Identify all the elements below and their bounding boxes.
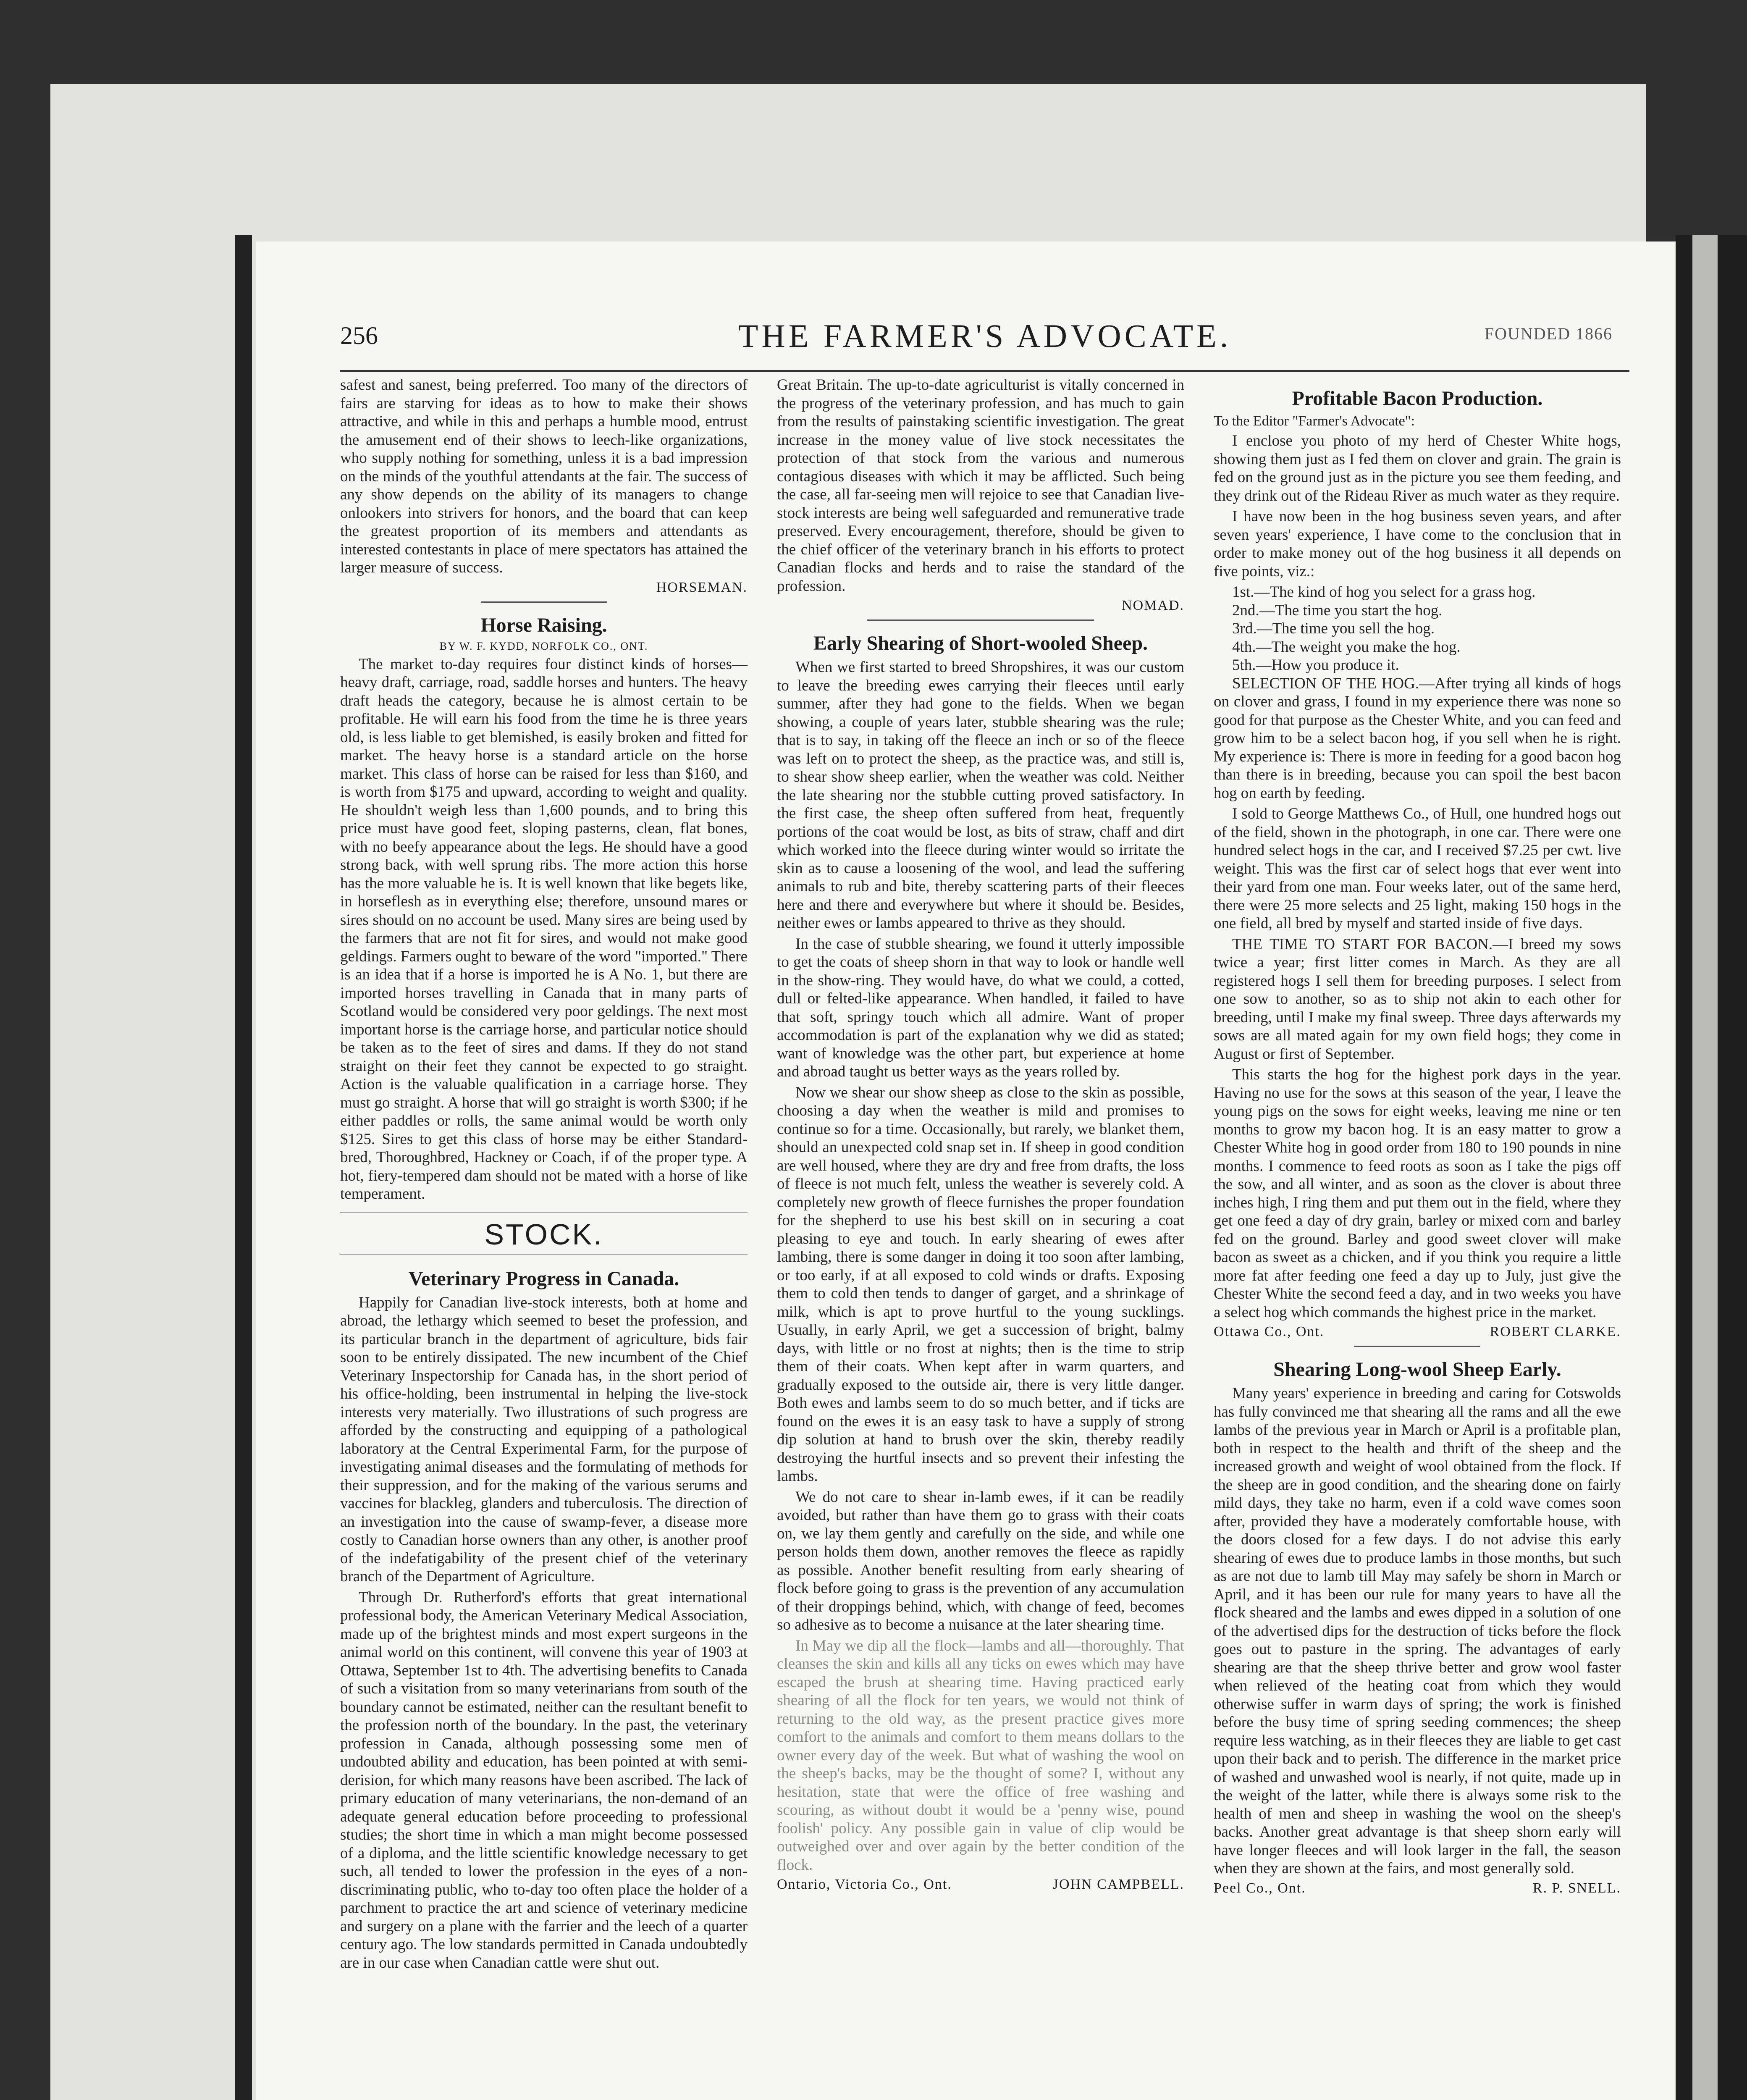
- signature-location: Ottawa Co., Ont.: [1214, 1324, 1325, 1339]
- article-heading: Shearing Long-wool Sheep Early.: [1273, 1358, 1561, 1381]
- article-signature: [777, 1877, 1184, 1893]
- list-item: 1st.—The kind of hog you select for a grass hog.: [1232, 583, 1536, 601]
- article-paragraph: Many years' experience in breeding and caring for Cotswolds has fully convinced me that shearing all the rams and all the ewe lambs of the previous year in March or April is a profitable plan, both in respect to the health and thrift of the sheep and the increased growth and weight of wool obtained from the flock. If the sheep are in good condition, and the shearing done on fairly mild days, they take no harm, even if a cold wave comes soon after, provided they have a moderately comfortable house, with the doors closed for a few days. I do not advise this early shearing of ewes due to produce lambs in those months, but such as are not due to lamb till May may safely be shorn in March or April, and it has been our rule for many years to have all the flock sheared and the lambs and ewes dipped in a solution of one of the advertised dips for the destruction of ticks before the flock goes out to pasture in the spring. The advantages of early shearing are that the sheep thrive better and grow wool faster when relieved of the heating coat from which they would otherwise suffer in warm days of spring; the work is finished before the busy time of spring seeding commences; the sheep require less watching, as in their fleeces they are liable to get cast upon their back and to perish. The difference in the market price of washed and unwashed wool is nearly, if not quite, made up in the weight of the latter, while there is always some risk to the health of men and sheep in washing the wool on the sheep's backs. Another great advantage is that sheep shorn early will have longer fleeces and will look larger in the fall, the season when they are shown at the fairs, and most generally sold.: [1214, 1385, 1621, 1877]
- column-2: [777, 376, 1184, 1974]
- page-number: 256: [340, 322, 378, 349]
- adjacent-page-edge: [1692, 235, 1718, 2100]
- article-paragraph: In the case of stubble shearing, we found it utterly impossible to get the coats of sheep shorn in that way to look or handle well in the show-ring. They would have, do what we could, a cotted, dull or felted-like appearance. When handled, it failed to have that soft, springy touch which all admire. Want of proper accommodation is part of the explanation why we did as stated; want of knowledge was the other part, but experience at home and abroad taught us better ways as the years rolled by.: [777, 935, 1184, 1080]
- article-byline: BY W. F. KYDD, NORFOLK CO., ONT.: [439, 640, 648, 652]
- divider: [481, 601, 607, 603]
- article-paragraph: This starts the hog for the highest pork days in the year. Having no use for the sows at this season of the year, I leave the young pigs on the sows for eight weeks, leaving me nine or ten months to grow my bacon hog. It is an easy matter to grow a Chester White hog in good order from 180 to 190 pounds in nine months. I commence to feed roots as soon as I take the pigs off the sow, and all winter, and as soon as the clover is about three inches high, I ring them and put them out in the field, where they get one feed a day of dry grain, barley or mixed corn and barley fed on the ground. Barley and good sweet clover will make bacon as sweet as a chicken, and if you think you require a little more fat after feeding one feed a day up to July, just give the Chester White the second feed a day, and in two weeks you have a select hog which commands the highest price in the market.: [1214, 1066, 1621, 1321]
- list-item: 4th.—The weight you make the hog.: [1232, 638, 1461, 656]
- divider: [1354, 1346, 1480, 1347]
- paper-title: THE FARMER'S ADVOCATE.: [738, 318, 1232, 354]
- continued-article-text: Great Britain. The up-to-date agriculturist is vitally concerned in the progress of the veterinary profession, and has much to gain from the results of painstaking scientific investigation. The great increase in the money value of live stock necessitates the protection of that stock from the various and numerous contagious diseases with which it may be afflicted. Such being the case, all far-seeing men will rejoice to see that Canadian live-stock interests are being well safeguarded and remunerative trade preserved. Every encouragement, therefore, should be given to the chief officer of the veterinary branch in his efforts to protect Canadian flocks and herds and to raise the standard of the profession.: [777, 376, 1184, 595]
- article-signature: HORSEMAN.: [656, 579, 748, 595]
- masthead: [340, 304, 1629, 372]
- article-signature: [1214, 1880, 1621, 1896]
- section-header: [340, 1213, 748, 1256]
- list-item: 2nd.—The time you start the hog.: [1232, 601, 1443, 619]
- article-paragraph: In May we dip all the flock—lambs and all—thoroughly. That cleanses the skin and kills all any ticks on ewes which may have escaped the brush at shearing time. Having practiced early shearing of all the flock for ten years, we would not think of returning to the old way, as the present practice gives more comfort to the animals and comfort to them means dollars to the owner every day of the week. But what of washing the wool on the sheep's backs, may be the thought of some? I, without any hesitation, state that were the office of free washing and scouring, as without doubt it would be a 'penny wise, pound foolish' policy. Any possible gain in value of clip would be outweighed over and over again by the better condition of the flock.: [777, 1637, 1184, 1874]
- column-1: [340, 376, 748, 1974]
- list-item: 3rd.—The time you sell the hog.: [1232, 620, 1435, 637]
- article-paragraph: I have now been in the hog business seven years, and after seven years' experience, I have come to the conclusion that in order to make money out of the hog business it all depends on five points, viz.:: [1214, 508, 1621, 580]
- article-paragraph: I sold to George Matthews Co., of Hull, one hundred hogs out of the field, shown in the photograph, in one car. There were one hundred select hogs in the car, and I received $7.25 per cwt. live weight. This was the first car of select hogs that ever went into their yard from one man. Four weeks later, out of the same herd, there were 25 more selects and 25 light, making 150 hogs in the one field, all bred by myself and started inside of five days.: [1214, 805, 1621, 932]
- article-heading: Early Shearing of Short-wooled Sheep.: [813, 632, 1148, 654]
- article-paragraph: Happily for Canadian live-stock interests, both at home and abroad, the lethargy which seemed to beset the profession, and its particular branch in the department of agriculture, bids fair soon to be entirely dissipated. The new incumbent of the Chief Veterinary Inspectorship for Canada has, in the short period of his office-holding, been instrumental in helping the live-stock interests very materially. Two illustrations of such progress are afforded by the constructing and equipping of a pathological laboratory at the Central Experimental Farm, for the purpose of investigating animal diseases and the formulating of methods for their suppression, and for the making of the various serums and vaccines for blackleg, glanders and tuberculosis. The direction of an investigation into the cause of swamp-fever, a disease more costly to Canadian horse owners than any other, is another proof of the indefatigability of the present chief of the veterinary branch of the Department of Agriculture.: [340, 1294, 748, 1585]
- page-edge-shadow: [235, 235, 252, 2100]
- column-3: [1214, 376, 1621, 1974]
- letter-salutation: To the Editor "Farmer's Advocate":: [1214, 413, 1415, 429]
- article-paragraph: Now we shear our show sheep as close to the skin as possible, choosing a day when the weather is mild and promises to continue so for a time. Occasionally, but rarely, we blanket them, should an unexpected cold snap set in. If sheep in good condition are well housed, where they are dry and free from drafts, the loss of fleece is not much felt, unless the weather is severely cold. A completely new growth of fleece furnishes the proper foundation for the shepherd to use his best skill on in securing a coat pleasing to eye and touch. In early shearing of ewes after lambing, there is some danger in doing it too soon after lambing, or too early, if at all exposed to cold winds or drafts. Exposing them to cold then tends to danger of garget, and a shrinkage of milk, which is apt to prove hurtful to the young sucklings. Usually, in early April, we get a succession of bright, balmy days, with little or no frost at nights; then is the time to strip them of their coats. When kept after in warm quarters, and gradually exposed to the outside air, there is very little danger. Both ewes and lambs seem to do so much better, and if ticks are found on the ewes it is an easy task to have a supply of strong dip solution at hand to brush over the skin, thereby readily destroying the hurtful insects and so prevent their infesting the lambs.: [777, 1084, 1184, 1485]
- article-heading: Veterinary Progress in Canada.: [408, 1267, 679, 1290]
- newspaper-page: [256, 242, 1676, 2100]
- article-heading: Profitable Bacon Production.: [1292, 387, 1543, 410]
- signature-name: R. P. SNELL.: [1532, 1880, 1621, 1896]
- article-heading: Horse Raising.: [480, 614, 607, 636]
- continued-article-text: safest and sanest, being preferred. Too many of the directors of fairs are starving for ideas as to how to make their shows attractive, and while in this and perhaps a humble mood, entrust the amusement end of their shows to leech-like organizations, who supply nothing for something, unless it is a bad impression on the minds of the youthful attendants at the fair. The success of any show depends on the ability of its managers to change onlookers into strivers for honors, and the board that can keep the greatest proportion of its members and attendants as interested contestants in place of mere spectators has attained the larger measure of success.: [340, 376, 748, 576]
- founded-note: FOUNDED 1866: [1484, 324, 1613, 343]
- article-signature: NOMAD.: [1122, 598, 1184, 613]
- article-paragraph: We do not care to shear in-lamb ewes, if it can be readily avoided, but rather than have them go to grass with their coats on, we lay them gently and carefully on the side, and while one person holds them down, another removes the fleece as rapidly as possible. Another benefit resulting from early shearing of flock before going to grass is the prevention of any accumulation of their droppings behind, which, with change of feed, becomes so adhesive as to become a nuisance at the later shearing time.: [777, 1488, 1184, 1633]
- article-paragraph: When we first started to breed Shropshires, it was our custom to leave the breeding ewes carrying their fleeces until early summer, after they had gone to the fields. When we began showing, a couple of years later, stubble shearing was the rule; that is to say, in taking off the fleece an inch or so of the fleece was left on to protect the sheep, as the practice was, and still is, to shear show sheep earlier, when the weather was cold. Neither the late shearing nor the stubble cutting proved satisfactory. In the first case, the sheep often suffered from heat, frequently portions of the coat would be lost, as bits of straw, chaff and dirt which worked into the fleece during winter would so irritate the skin as to cause a loosening of the wool, and lead the suffering animals to rub and bite, thereby scattering parts of their fleeces here and there and everywhere but where it should be. Besides, neither ewes or lambs appeared to thrive as they should.: [777, 659, 1184, 932]
- section-title: STOCK.: [484, 1218, 603, 1251]
- signature-location: Ontario, Victoria Co., Ont.: [777, 1877, 952, 1892]
- article-columns: [340, 376, 1629, 1974]
- adjacent-page-strip: [1676, 235, 1747, 2100]
- article-paragraph: Through Dr. Rutherford's efforts that great international professional body, the American Veterinary Medical Association, made up of the brightest minds and most expert surgeons in the animal world on this continent, will convene this year of 1903 at Ottawa, September 1st to 4th. The advertising benefits to Canada of such a visitation from so many veterinarians from south of the boundary cannot be estimated, neither can the resultant benefit to the profession north of the boundary. In the past, the veterinary profession in Canada, although possessing some men of undoubted ability and education, has been pointed at with semi-derision, for which many reasons have been ascribed. The lack of primary education of many veterinarians, the non-demand of an adequate general education before proceeding to professional studies; the short time in which a man might become possessed of a diploma, and the little scientific knowledge necessary to get such, all tended to lower the profession in the eyes of a non-discriminating public, who to-day too often place the holder of a parchment to practice the art and science of veterinary medicine and surgery on a plane with the farrier and the leech of a quarter century ago. The low standards permitted in Canada undoubtedly are in our case when Canadian cattle were shut out.: [340, 1588, 748, 1971]
- article-signature: [1214, 1324, 1621, 1340]
- article-paragraph: THE TIME TO START FOR BACON.—I breed my sows twice a year; first litter comes in March. As they are all registered hogs I sell them for breeding purposes. I select from one sow to another, so as to ship not akin to each other for breeding, until I make my final sweep. Three days afterwards my sows are all mated again for my own field hogs; they come in August or first of September.: [1214, 935, 1621, 1063]
- signature-location: Peel Co., Ont.: [1214, 1880, 1306, 1896]
- article-paragraph: The market to-day requires four distinct kinds of horses—heavy draft, carriage, road, saddle horses and hunters. The heavy draft heads the category, because he is almost certain to be profitable. He will earn his food from the time he is three years old, is less liable to get blemished, is easily broken and fitted for market. The heavy horse is a standard article on the horse market. This class of horse can be raised for less than $160, and is worth from $175 and upward, according to weight and quality. He shouldn't weigh less than 1,600 pounds, and to bring this price must have good feet, sloping pasterns, clean, flat bones, with no beefy appearance about the legs. He should have a good strong back, with well sprung ribs. The more action this horse has the more valuable he is. It is well known that like begets like, in horseflesh as in everything else; therefore, unsound mares or sires should on no account be used. Many sires are being used by the farmers that are not fit for sires, and would not make good geldings. Farmers ought to beware of the word "imported." There is an idea that if a horse is imported he is A No. 1, but there are imported horses travelling in Canada that in many parts of Scotland would be considered very poor geldings. The next most important horse is the carriage horse, and particular notice should be taken as to the feet of sires and dams. If they do not stand straight on their feet they cannot be expected to go straight. Action is the valuable qualification in a carriage horse. They must go straight. A horse that will go straight is worth $300; if he either paddles or rolls, the same animal would be worth only $125. Sires to get this class of horse may be either Standard-bred, Thoroughbred, Hackney or Coach, if of the proper type. A hot, fiery-tempered dam should not be mated with a horse of like temperament.: [340, 655, 748, 1202]
- divider: [867, 620, 1094, 621]
- signature-name: JOHN CAMPBELL.: [1052, 1877, 1184, 1892]
- article-paragraph: I enclose you photo of my herd of Chester White hogs, showing them just as I fed them on clover and grain. The grain is fed on the ground just as in the picture you see them feeding, and they drink out of the Rideau River as much water as they require.: [1214, 432, 1621, 504]
- list-item: 5th.—How you produce it.: [1232, 656, 1399, 674]
- signature-name: ROBERT CLARKE.: [1490, 1324, 1621, 1339]
- article-paragraph: SELECTION OF THE HOG.—After trying all kinds of hogs on clover and grass, I found in my experience there was none so good for that purpose as the Chester White, and you can feed and grow him to be a select bacon hog, if you sell when he is right. My experience is: There is more in feeding for a good bacon hog than there is in breeding, because you can spoil the best bacon hog on earth by feeding.: [1214, 675, 1621, 802]
